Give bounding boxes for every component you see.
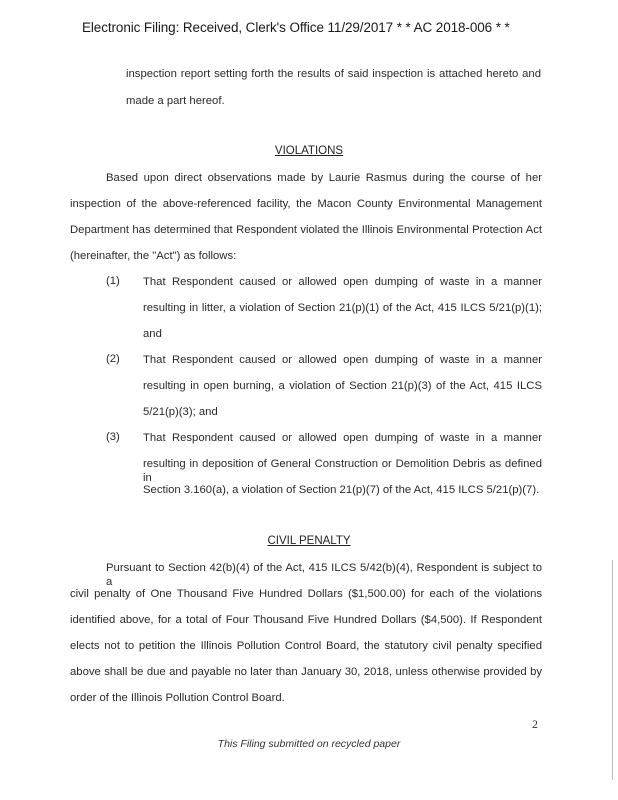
violation-item-3-line-3: Section 3.160(a), a violation of Section 21(p)(7) of the Act, 415 ILCS 5/21(p)(7).	[143, 484, 540, 496]
civil-penalty-heading: CIVIL PENALTY	[267, 535, 351, 547]
violation-item-2-line-1: That Respondent caused or allowed open dumping of waste in a manner	[143, 354, 542, 366]
filing-header: Electronic Filing: Received, Clerk's Office 11/29/2017 * * AC 2018-006 * *	[82, 20, 510, 35]
recycled-paper-footer: This Filing submitted on recycled paper	[217, 738, 401, 750]
violation-item-2-line-3: 5/21(p)(3); and	[143, 406, 218, 418]
violation-item-2-line-2: resulting in open burning, a violation of Section 21(p)(3) of the Act, 415 ILCS	[143, 380, 542, 392]
violation-item-1-line-3: and	[143, 328, 162, 340]
civil-penalty-line-1: Pursuant to Section 42(b)(4) of the Act, 415 ILCS 5/42(b)(4), Respondent is subject to a	[106, 562, 542, 588]
intro-line-1: inspection report setting forth the results of said inspection is attached hereto and	[126, 68, 541, 80]
violations-para-line-2: inspection of the above-referenced facility, the Macon County Environmental Management	[70, 198, 542, 210]
scan-edge-divider	[612, 560, 613, 780]
violation-item-1-line-2: resulting in litter, a violation of Section 21(p)(1) of the Act, 415 ILCS 5/21(p)(1);	[143, 302, 542, 314]
violation-item-3-line-1: That Respondent caused or allowed open dumping of waste in a manner	[143, 432, 542, 444]
intro-line-2: made a part hereof.	[126, 95, 225, 107]
civil-penalty-line-3: identified above, for a total of Four Thousand Five Hundred Dollars ($4,500). If Respondent	[70, 614, 542, 626]
violations-para-line-4: (hereinafter, the "Act") as follows:	[70, 250, 237, 262]
violation-item-2-number: (2)	[106, 353, 120, 365]
violations-para-line-3: Department has determined that Respondent violated the Illinois Environmental Protection Act	[70, 224, 542, 236]
violation-item-1-line-1: That Respondent caused or allowed open dumping of waste in a manner	[143, 276, 542, 288]
page-number: 2	[532, 717, 538, 731]
violation-item-3-number: (3)	[106, 431, 120, 443]
violation-item-1-number: (1)	[106, 275, 120, 287]
civil-penalty-line-2: civil penalty of One Thousand Five Hundred Dollars ($1,500.00) for each of the violations	[70, 588, 542, 600]
violation-item-3-line-2: resulting in deposition of General Construction or Demolition Debris as defined in	[143, 458, 542, 484]
civil-penalty-line-6: order of the Illinois Pollution Control Board.	[70, 692, 285, 704]
civil-penalty-line-5: above shall be due and payable no later than January 30, 2018, unless otherwise provided by	[70, 666, 542, 678]
violations-heading: VIOLATIONS	[274, 145, 344, 157]
civil-penalty-line-4: elects not to petition the Illinois Pollution Control Board, the statutory civil penalty specified	[70, 640, 542, 652]
violations-para-line-1: Based upon direct observations made by Laurie Rasmus during the course of her	[106, 172, 542, 184]
